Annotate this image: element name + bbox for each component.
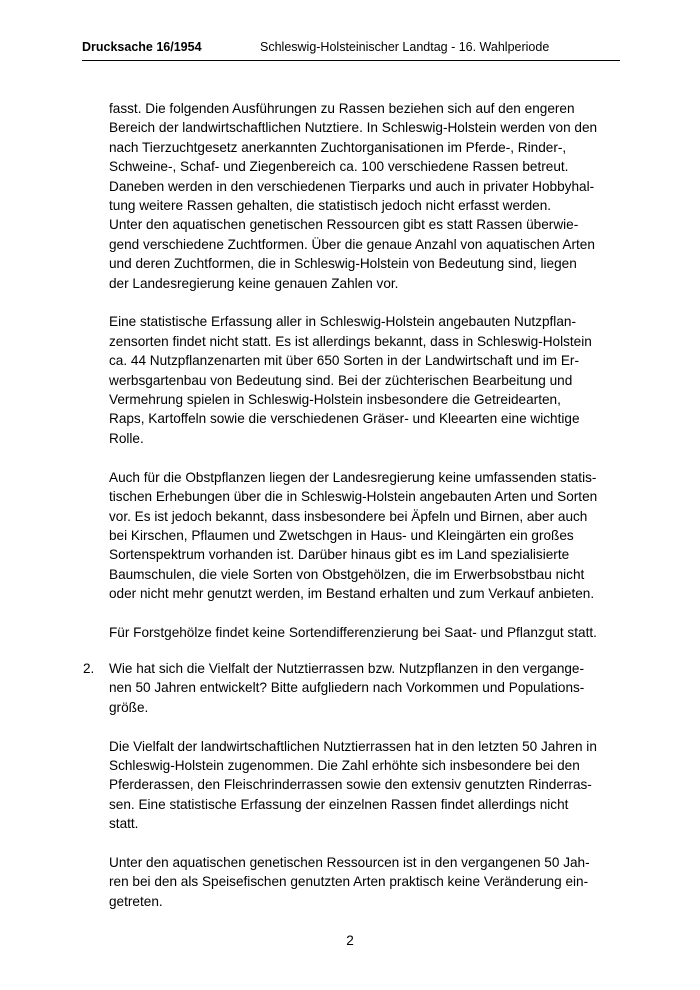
text-line: statt. xyxy=(109,816,139,832)
text-line: Schleswig-Holstein zugenommen. Die Zahl erhöhte sich insbesondere bei den xyxy=(109,758,580,774)
paragraph xyxy=(109,312,619,448)
text-line: vor. Es ist jedoch bekannt, dass insbesondere bei Äpfeln und Birnen, aber auch xyxy=(109,508,588,524)
text-line: werbsgartenbau von Bedeutung sind. Bei der züchterischen Bearbeitung und xyxy=(109,372,573,388)
question-content xyxy=(109,659,619,931)
text-line: Bereich der landwirtschaftlichen Nutztiere. In Schleswig-Holstein werden von den xyxy=(109,120,598,136)
text-line: sen. Eine statistische Erfassung der einzelnen Rassen findet allerdings nicht xyxy=(109,796,569,812)
text-line: getreten. xyxy=(109,893,163,909)
text-line: größe. xyxy=(109,699,149,715)
answer-paragraph xyxy=(109,853,619,911)
text-line: Die Vielfalt der landwirtschaftlichen Nutztierrassen hat in den letzten 50 Jahren in xyxy=(109,738,597,754)
text-line: Schweine-, Schaf- und Ziegenbereich ca. 100 verschiedene Rassen betreut. xyxy=(109,159,569,175)
text-line: fasst. Die folgenden Ausführungen zu Rassen beziehen sich auf den engeren xyxy=(109,101,575,116)
text-line: und deren Zuchtformen, die in Schleswig-Holstein von Bedeutung sind, liegen xyxy=(109,256,577,272)
text-line: Auch für die Obstpflanzen liegen der Landesregierung keine umfassenden statis- xyxy=(109,469,597,485)
text-line: bei Kirschen, Pflaumen und Zwetschgen in Haus- und Kleingärten ein großes xyxy=(109,527,574,543)
text-line: Sortenspektrum vorhanden ist. Darüber hinaus gibt es im Land spezialisierte xyxy=(109,547,570,563)
text-line: Unter den aquatischen genetischen Ressourcen ist in den vergangenen 50 Jah- xyxy=(109,855,590,871)
paragraph xyxy=(109,623,619,642)
answer-paragraph xyxy=(109,737,619,834)
body-text xyxy=(109,99,619,662)
text-line: tischen Erhebungen über die in Schleswig-Holstein angebauten Arten und Sorten xyxy=(109,489,598,505)
page-header xyxy=(82,40,620,61)
text-line: Pferderassen, den Fleischrinderrassen sowie den extensiv genutzten Rinderras- xyxy=(109,777,592,793)
text-line: Vermehrung spielen in Schleswig-Holstein insbesondere die Getreidearten, xyxy=(109,392,561,408)
text-line: Raps, Kartoffeln sowie die verschiedenen Gräser- und Kleearten eine wichtige xyxy=(109,411,580,427)
text-line: Daneben werden in den verschiedenen Tierparks und auch in privater Hobbyhal- xyxy=(109,178,595,194)
question-number: 2. xyxy=(83,661,95,676)
text-line: Eine statistische Erfassung aller in Schleswig-Holstein angebauten Nutzpflan- xyxy=(109,314,576,330)
text-line: ca. 44 Nutzpflanzenarten mit über 650 Sorten in der Landwirtschaft und im Er- xyxy=(109,353,579,369)
paragraph xyxy=(109,99,619,293)
text-line: tung weitere Rassen gehalten, die statistisch jedoch nicht erfasst werden. xyxy=(109,198,552,214)
text-line: oder nicht mehr genutzt werden, im Bestand erhalten und zum Verkauf anbieten. xyxy=(109,586,595,602)
text-line: zensorten findet nicht statt. Es ist allerdings bekannt, dass in Schleswig-Holstein xyxy=(109,333,592,349)
text-line: der Landesregierung keine genauen Zahlen vor. xyxy=(109,275,399,291)
text-line: Für Forstgehölze findet keine Sortendifferenzierung bei Saat- und Pflanzgut statt. xyxy=(109,624,597,640)
question-text xyxy=(109,659,619,717)
text-line: Unter den aquatischen genetischen Ressourcen gibt es statt Rassen überwie- xyxy=(109,217,579,233)
text-line: nen 50 Jahren entwickelt? Bitte aufgliedern nach Vorkommen und Populations- xyxy=(109,680,585,696)
text-line: Wie hat sich die Vielfalt der Nutztierrassen bzw. Nutzpflanzen in den vergange- xyxy=(109,661,585,676)
text-line: Baumschulen, die viele Sorten von Obstgehölzen, die im Erwerbsobstbau nicht xyxy=(109,566,585,582)
text-line: gend verschiedene Zuchtformen. Über die genaue Anzahl von aquatischen Arten xyxy=(109,236,595,252)
text-line: ren bei den als Speisefischen genutzten Arten praktisch keine Veränderung ein- xyxy=(109,874,589,890)
text-line: Rolle. xyxy=(109,430,144,446)
document-reference: Drucksache 16/1954 xyxy=(82,40,202,54)
paragraph xyxy=(109,468,619,604)
page-number: 2 xyxy=(346,933,354,948)
text-line: nach Tierzuchtgesetz anerkannten Zuchtorganisationen im Pferde-, Rinder-, xyxy=(109,139,567,155)
header-title: Schleswig-Holsteinischer Landtag - 16. Wahlperiode xyxy=(260,40,550,54)
